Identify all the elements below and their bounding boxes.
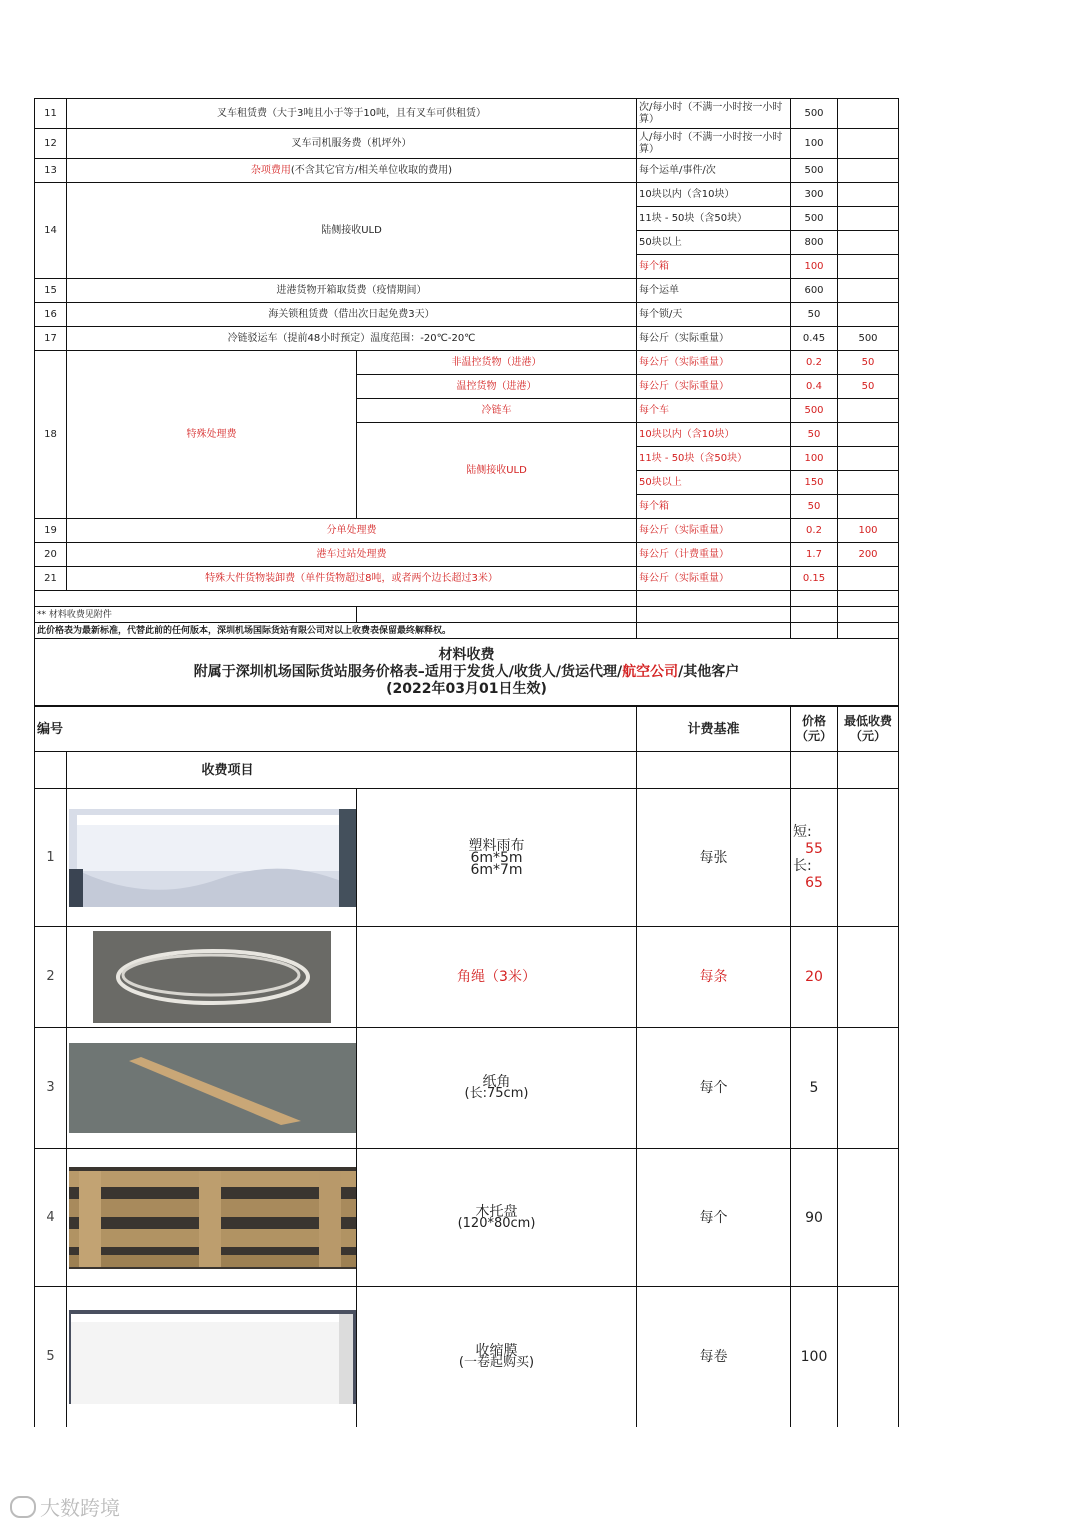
shrink-film-photo — [69, 1310, 357, 1404]
header-no: 编号 — [35, 706, 637, 752]
table-row: 20 港车过站处理费 每公斤（计费重量） 1.7 200 — [35, 543, 899, 567]
table-row: 19 分单处理费 每公斤（实际重量） 0.2 100 — [35, 519, 899, 543]
table-row: 12 叉车司机服务费（机坪外） 人/每小时（不满一小时按一小时算） 100 — [35, 129, 899, 159]
table-row: 17 冷链驳运车（提前48小时预定）温度范围：-20℃-20℃ 每公斤（实际重量） 0.45 500 — [35, 327, 899, 351]
table-row: 每个箱 100 — [35, 255, 899, 279]
materials-note: ** 材料收费见附件 — [35, 607, 357, 623]
table-row: 16 海关锁租赁费（借出次日起免费3天） 每个锁/天 50 — [35, 303, 899, 327]
table-row: 18 特殊处理费 非温控货物（进港） 每公斤（实际重量） 0.2 50 — [35, 351, 899, 375]
table-row: 冷链车 每个车 500 — [35, 399, 899, 423]
header-basis: 计费基准 — [637, 706, 791, 752]
fee-table — [34, 98, 899, 639]
table-row: 11块 - 50块（含50块） 500 — [35, 207, 899, 231]
chat-bubble-icon — [10, 1496, 36, 1518]
table-row: 陆侧接收ULD 10块以内（含10块） 50 — [35, 423, 899, 447]
final-note: 此价格表为最新标准，代替此前的任何版本，深圳机场国际货站有限公司对以上收费表保留最终解释权。 — [35, 623, 637, 639]
corner-rope-photo — [93, 931, 331, 1023]
table-row: 每个箱 50 — [35, 495, 899, 519]
table-row: 14 陆侧接收ULD 10块以内（含10块） 300 — [35, 183, 899, 207]
table-row: 21 特殊大件货物装卸费（单件货物超过8吨，或者两个边长超过3米） 每公斤（实际重量） 0.15 — [35, 567, 899, 591]
list-item: 1 塑料雨布 6m*5m 6m*7m 每张 短: 55 长: 65 — [35, 789, 899, 927]
list-item: 3 纸角 (长:75cm) 每个 5 — [35, 1028, 899, 1149]
header-price: 价格（元） — [791, 706, 838, 752]
table-row — [35, 591, 899, 607]
table-row: 11块 - 50块（含50块） 100 — [35, 447, 899, 471]
materials-table — [34, 638, 899, 1427]
item-photo — [67, 1149, 357, 1287]
plastic-tarp-photo — [69, 809, 357, 907]
table-row: 15 进港货物开箱取货费（疫情期间） 每个运单 600 — [35, 279, 899, 303]
table-row: 50块以上 800 — [35, 231, 899, 255]
note-row — [35, 607, 899, 623]
table-row: 50块以上 150 — [35, 471, 899, 495]
title-row — [35, 639, 899, 707]
list-item: 4 木托盘 (120*80cm) 每个 90 — [35, 1149, 899, 1287]
watermark: 大数跨境 — [10, 1492, 120, 1521]
wood-pallet-photo — [69, 1167, 357, 1269]
item-photo — [67, 789, 357, 927]
header-row — [35, 706, 899, 752]
materials-title: 材料收费 附属于深圳机场国际货站服务价格表–适用于发货人/收货人/货运代理/航空公司/其他客户 (2022年03月01日生效) — [35, 639, 899, 707]
item-photo — [67, 927, 357, 1028]
list-item: 5 收缩膜 (一卷起购买) 每卷 100 — [35, 1287, 899, 1428]
item-photo — [67, 1287, 357, 1428]
note-row — [35, 623, 899, 639]
header-row — [35, 752, 899, 789]
table-row: 11 叉车租赁费（大于3吨且小于等于10吨，且有叉车可供租赁） 次/每小时（不满一小时按一小时算） 500 — [35, 99, 899, 129]
header-item: 收费项目 — [67, 752, 637, 789]
table-row: 13 杂项费用(不含其它官方/相关单位收取的费用) 每个运单/事件/次 500 — [35, 159, 899, 183]
price-sheet — [34, 98, 898, 1427]
header-min: 最低收费（元） — [838, 706, 899, 752]
item-photo — [67, 1028, 357, 1149]
paper-corner-photo — [69, 1043, 357, 1133]
list-item: 2 角绳（3米） 每条 20 — [35, 927, 899, 1028]
table-row: 温控货物（进港） 每公斤（实际重量） 0.4 50 — [35, 375, 899, 399]
